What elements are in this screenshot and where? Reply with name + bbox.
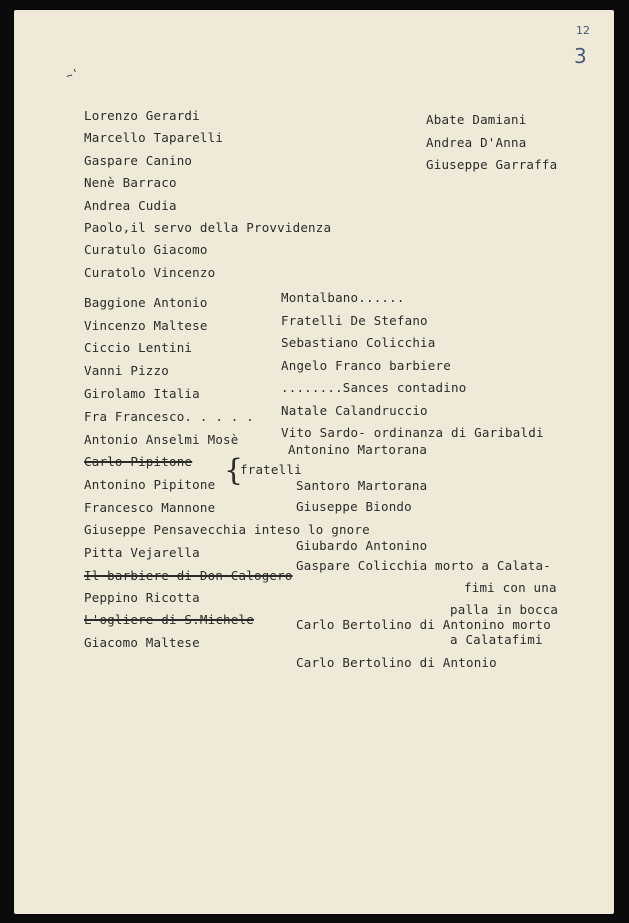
left-name: Peppino Ricotta [84, 590, 200, 605]
left-name: Baggione Antonio [84, 295, 208, 310]
right-top-name: Abate Damiani [426, 112, 527, 127]
left-name: Ciccio Lentini [84, 340, 193, 355]
right-name: Antonino Martorana [288, 442, 428, 457]
left-name: Pitta Vejarella [84, 545, 200, 560]
left-name-struck: L'ogliere di S.Michele [84, 612, 254, 627]
page-number-main: 3 [574, 44, 587, 68]
left-name: Antonio Anselmi Mosè [84, 432, 239, 447]
right-name: Natale Calandruccio [281, 403, 428, 418]
right-name: Giubardo Antonino [296, 538, 428, 553]
left-name: Francesco Mannone [84, 500, 216, 515]
left-name: Vincenzo Maltese [84, 318, 208, 333]
left-name: Andrea Cudia [84, 198, 177, 213]
brace-mark: { [224, 453, 244, 488]
right-name: Sebastiano Colicchia [281, 335, 436, 350]
right-top-name: Giuseppe Garraffa [426, 157, 558, 172]
left-name: Gaspare Canino [84, 153, 193, 168]
left-name: Nenè Barraco [84, 175, 177, 190]
left-name: Giuseppe Pensavecchia inteso lo gnore [84, 522, 370, 537]
left-name-struck: Il barbiere di Don Calogero [84, 568, 293, 583]
left-name: Curatolo Vincenzo [84, 265, 216, 280]
right-name-continued: palla in bocca [450, 602, 559, 617]
right-name: Angelo Franco barbiere [281, 358, 451, 373]
page-number-top: 12 [576, 24, 590, 37]
left-name: Giacomo Maltese [84, 635, 200, 650]
right-name: ........Sances contadino [281, 380, 467, 395]
right-name: Gaspare Colicchia morto a Calata- [296, 558, 551, 573]
left-name: Vanni Pizzo [84, 363, 169, 378]
document-page [14, 10, 614, 914]
left-name: Lorenzo Gerardi [84, 108, 200, 123]
left-name: Curatulo Giacomo [84, 242, 208, 257]
right-name: Montalbano...... [281, 290, 405, 305]
right-name-continued: a Calatafimi [450, 632, 543, 647]
right-name: Giuseppe Biondo [296, 499, 412, 514]
right-name: Fratelli De Stefano [281, 313, 428, 328]
left-name: Antonino Pipitone [84, 477, 216, 492]
right-name: Carlo Bertolino di Antonio [296, 655, 497, 670]
left-name: Paolo,il servo della Provvidenza [84, 220, 332, 235]
left-name-struck: Carlo Pipitone [84, 454, 193, 469]
right-name: Santoro Martorana [296, 478, 428, 493]
left-name: Marcello Taparelli [84, 130, 224, 145]
right-top-name: Andrea D'Anna [426, 135, 527, 150]
left-name: Fra Francesco. . . . . [84, 409, 254, 424]
right-name: Carlo Bertolino di Antonino morto [296, 617, 551, 632]
fratelli-label: fratelli [240, 462, 302, 477]
left-name: Girolamo Italia [84, 386, 200, 401]
right-name-continued: fimi con una [464, 580, 557, 595]
right-name: Vito Sardo- ordinanza di Garibaldi [281, 425, 544, 440]
pencil-mark: ~' [64, 66, 82, 83]
